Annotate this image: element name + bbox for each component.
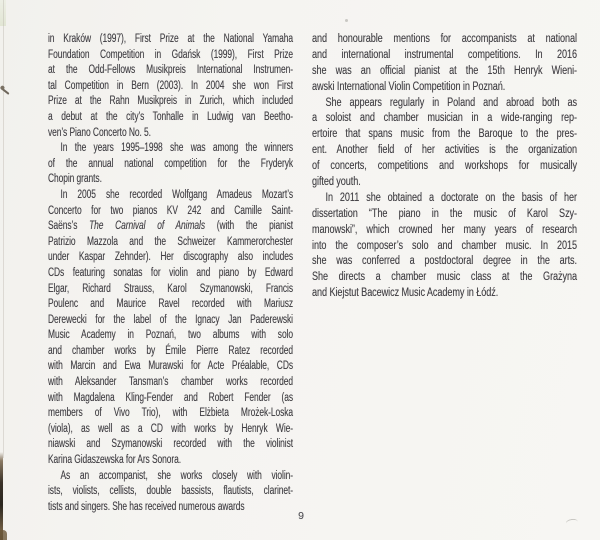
text-line: with Aleksander Tansman’s chamber works recorded (48, 376, 293, 389)
text-line: (viola), as well as a CD with works by Henryk Wie- (48, 422, 293, 435)
text-line: Patrizio Mazzola and the Schweizer Kammerorchester (48, 235, 293, 248)
text-line: in Kraków (1997), First Prize at the National Yamaha (48, 33, 293, 45)
paragraph (48, 188, 293, 469)
text-line: with Magdalena Kling-Fender and Robert Fender (as (48, 391, 293, 404)
text-line: ists, violists, cellists, double bassists, flautists, clarinet- (48, 485, 293, 498)
text-line: ent. Another field of her activities is the organization (312, 144, 577, 157)
text-line: Derewecki for the label of the Ignacy Jan Paderewski (48, 313, 293, 326)
text-line: into the composer’s solo and chamber music. In 2015 (312, 239, 577, 252)
text-line: and honourable mentions for accompanists at national (312, 33, 577, 45)
text-line: CDs featuring sonatas for violin and piano by Edward (48, 266, 293, 279)
text-line: and international instrumental competitions. In 2016 (312, 48, 577, 61)
text-line: ertoire that spans music from the Baroque to the pres- (312, 128, 577, 141)
text-line: Chopin grants. (48, 173, 102, 186)
text-line: She appears regularly in Poland and abroad both as (325, 96, 577, 109)
text-line: In 2005 she recorded Wolfgang Amadeus Mozart’s (60, 188, 293, 201)
paragraph (312, 96, 577, 191)
text-line: of concerts, competitions and workshops for musically (312, 160, 577, 173)
scan-artifact-left-edge-mark (0, 87, 9, 95)
text-line: ven’s Piano Concerto No. 5. (48, 126, 151, 139)
text-line: Foundation Competition in Gdańsk (1999), First Prize (48, 48, 293, 61)
text-line: Concerto for two pianos KV 242 and Camille Saint- (48, 204, 293, 217)
text-line: she was an official pianist at the 15th Henryk Wieni- (312, 64, 577, 77)
text-line: she was conferred a postdoctoral degree in the arts. (312, 255, 577, 268)
paragraph (48, 469, 293, 516)
text-line: of the annual national competition for the Fryderyk (48, 157, 293, 170)
left-text-column (48, 32, 293, 515)
page-number: 9 (298, 510, 304, 522)
text-line: Saëns’s The Carnival of Animals (with the pianist (48, 220, 293, 233)
text-line: a debut at the city’s Tonhalle in Ludwig van Beetho- (48, 110, 293, 123)
text-line: a soloist and chamber musician in a wide-ranging rep- (312, 112, 577, 125)
paragraph (312, 32, 577, 96)
scan-artifact-left-crease-line (3, 0, 4, 458)
text-line: tists and singers. She has received numerous awards (48, 500, 245, 513)
text-line: tal Competition in Bern (2003). In 2004 she won First (48, 79, 293, 92)
text-line: at the Odd-Fellows Musikpreis International Instrumen- (48, 64, 293, 77)
scan-artifact-bottom-right-smudge (566, 518, 579, 527)
text-line: manowski”, which crowned her many years of research (312, 223, 577, 236)
text-line: Karina Gidaszewska for Ars Sonora. (48, 454, 182, 467)
text-line: with Marcin and Ewa Murawski for Acte Préalable, CDs (48, 360, 293, 373)
scan-artifact-speck (345, 19, 348, 22)
text-line: and Kiejstut Bacewicz Music Academy in Łódź. (312, 287, 499, 300)
text-line: under Kaspar Zehnder). Her discography also includes (48, 251, 293, 264)
text-line: She directs a chamber music class at the Grażyna (312, 271, 577, 284)
scan-artifact-top-left-corner (0, 0, 6, 26)
text-line: Music Academy in Poznań, two albums with solo (48, 329, 293, 342)
text-line: As an accompanist, she works closely with violin- (60, 469, 293, 482)
right-text-column (312, 32, 577, 302)
text-line: and chamber works by Émile Pierre Ratez recorded (48, 344, 293, 357)
text-line: niawski and Szymanowski recorded with the violinist (48, 438, 293, 451)
text-line: In 2011 she obtained a doctorate on the basis of her (325, 191, 577, 204)
scan-artifact-bottom-left-gutter-shadow (0, 452, 3, 540)
paragraph (48, 141, 293, 188)
text-line: gifted youth. (312, 176, 361, 189)
text-line: Poulenc and Maurice Ravel recorded with Mariusz (48, 298, 293, 311)
text-line: Prize at the Rahn Musikpreis in Zurich, which included (48, 95, 293, 108)
text-line: awski International Violin Competition in Poznań. (312, 80, 506, 93)
paragraph (312, 191, 577, 302)
text-line: Elgar, Richard Strauss, Karol Szymanowski, Francis (48, 282, 293, 295)
paragraph (48, 32, 293, 141)
text-line: members of Vivo Trio), with Elżbieta Mrożek-Loska (48, 407, 293, 420)
text-line: dissertation “The piano in the music of Karol Szy- (312, 207, 577, 220)
text-line: In the years 1995–1998 she was among the winners (60, 142, 293, 155)
